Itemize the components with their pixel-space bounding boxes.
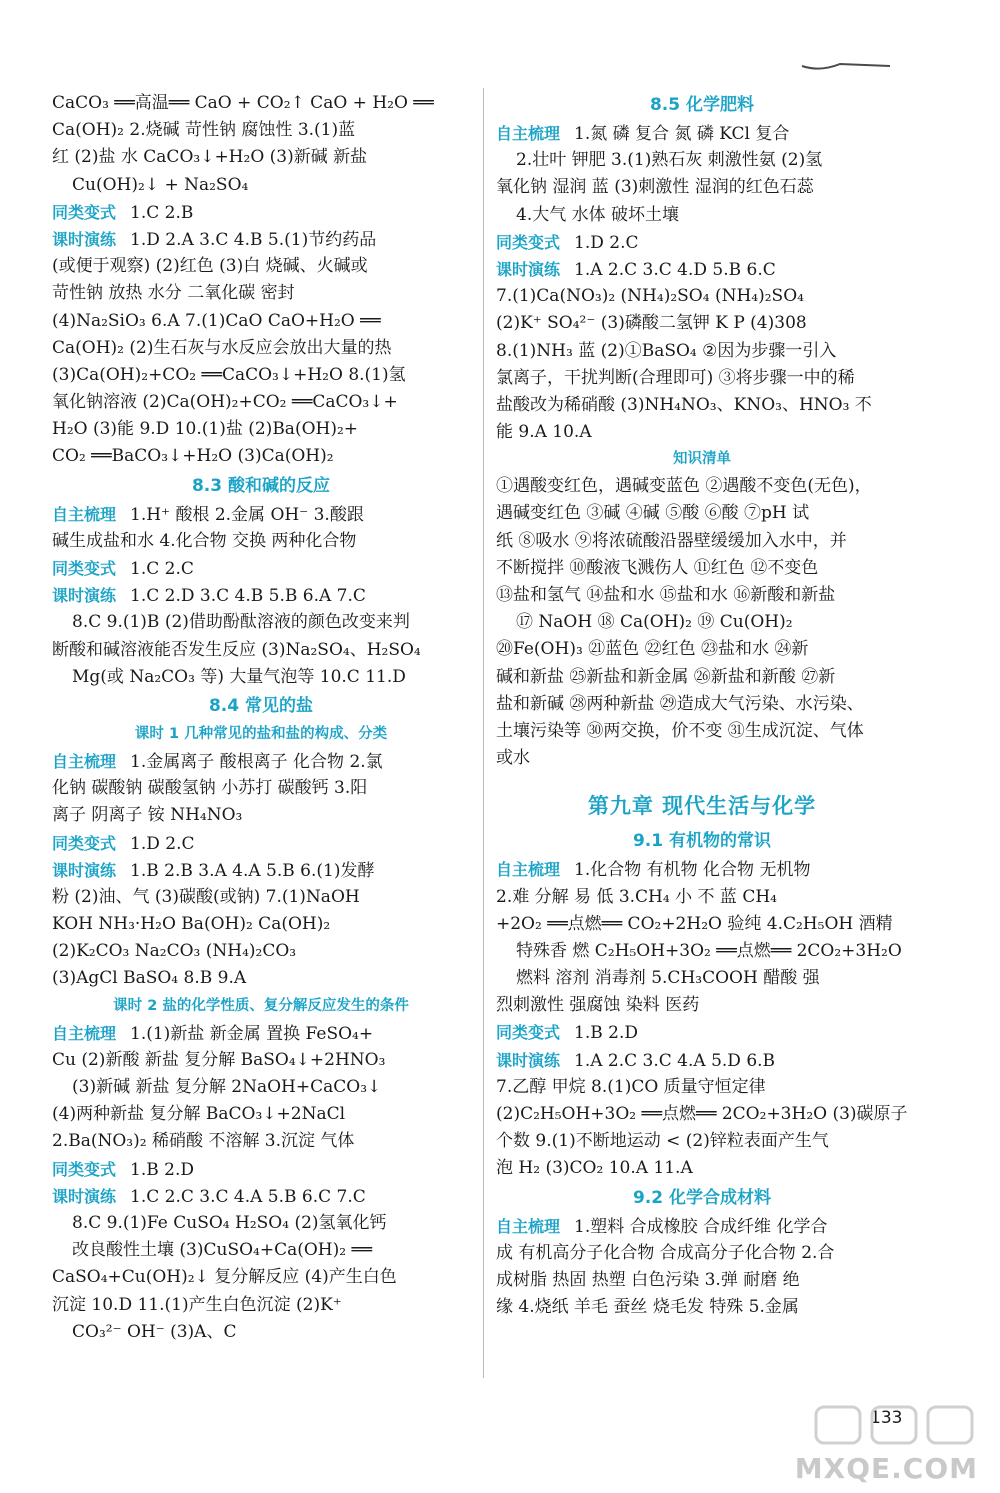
answer-text: 盐酸改为稀硝酸 (3)NH₄NO₃、KNO₃、HNO₃ 不 bbox=[496, 394, 872, 415]
answer-line bbox=[52, 117, 470, 144]
page-number: 133 bbox=[870, 1408, 903, 1428]
answer-text: CO₂ ══BaCO₃↓+H₂O (3)Ca(OH)₂ bbox=[52, 446, 334, 467]
answer-text: 1.氮 磷 复合 氮 磷 KCl 复合 bbox=[574, 124, 790, 144]
answer-line bbox=[52, 637, 470, 664]
answer-category-label: 课时演练 bbox=[52, 229, 117, 249]
answer-line bbox=[52, 144, 470, 171]
answer-text: 断酸和碱溶液能否发生反应 (3)Na₂SO₄、H₂SO₄ bbox=[52, 639, 421, 660]
answer-text: 1.D 2.A 3.C 4.B 5.(1)节约药品 bbox=[130, 229, 377, 250]
answer-text: 1.B 2.D bbox=[130, 1159, 194, 1180]
answer-line bbox=[496, 1101, 908, 1128]
answer-line bbox=[496, 500, 908, 527]
answer-category-label: 自主梳理 bbox=[496, 1216, 561, 1236]
answer-line bbox=[52, 1319, 470, 1346]
answer-line bbox=[496, 365, 908, 392]
answer-line bbox=[496, 174, 908, 201]
answer-text: (3)AgCl BaSO₄ 8.B 9.A bbox=[52, 968, 247, 989]
answer-text: 泡 H₂ (3)CO₂ 10.A 11.A bbox=[496, 1158, 693, 1179]
answer-category-label: 课时演练 bbox=[496, 1050, 561, 1070]
answer-line bbox=[52, 775, 470, 802]
answer-category-label: 自主梳理 bbox=[52, 1023, 117, 1043]
answer-category-label: 课时演练 bbox=[52, 586, 117, 606]
answer-line bbox=[52, 1183, 470, 1210]
answer-text: (或便于观察) (2)红色 (3)白 烧碱、火碱或 bbox=[52, 256, 368, 277]
answer-category-label: 自主梳理 bbox=[496, 124, 561, 143]
answer-line bbox=[52, 830, 470, 857]
answer-line bbox=[496, 473, 908, 500]
answer-line bbox=[52, 582, 470, 609]
answer-line bbox=[52, 1292, 470, 1319]
answer-line bbox=[52, 1210, 470, 1237]
answer-text: ⑳Fe(OH)₃ ㉑蓝色 ㉒红色 ㉓盐和水 ㉔新 bbox=[496, 639, 809, 660]
chapter-title: 第九章 现代生活与化学 bbox=[587, 794, 817, 819]
answer-text: 1.H⁺ 酸根 2.金属 OH⁻ 3.酸跟 bbox=[130, 504, 364, 525]
answer-text: 特殊香 燃 C₂H₅OH+3O₂ ══点燃══ 2CO₂+3H₂O bbox=[516, 940, 902, 961]
answer-line bbox=[52, 555, 470, 582]
answer-text: 7.乙醇 甲烷 8.(1)CO 质量守恒定律 bbox=[496, 1076, 766, 1097]
answer-line bbox=[496, 884, 908, 911]
answer-line bbox=[496, 1019, 908, 1046]
answer-text: 氧化钠 湿润 蓝 (3)刺激性 湿润的红色石蕊 bbox=[496, 177, 814, 198]
answer-text: Ca(OH)₂ (2)生石灰与水反应会放出大量的热 bbox=[52, 337, 392, 358]
answer-line bbox=[52, 1156, 470, 1183]
answer-text: 7.(1)Ca(NO₃)₂ (NH₄)₂SO₄ (NH₄)₂SO₄ bbox=[496, 286, 804, 307]
answer-text: 1.C 2.B bbox=[130, 202, 194, 223]
answer-text: 1.C 2.D 3.C 4.B 5.B 6.A 7.C bbox=[130, 586, 366, 607]
watermark-text: MXQE.COM bbox=[794, 1452, 978, 1485]
section-heading: 8.4 常见的盐 bbox=[208, 695, 314, 716]
sub-heading: 课时 1 几种常见的盐和盐的构成、分类 bbox=[134, 725, 388, 742]
answer-category-label: 同类变式 bbox=[52, 559, 117, 578]
answer-line bbox=[52, 253, 470, 280]
answer-line bbox=[496, 582, 908, 609]
answer-text: 成树脂 热固 热塑 白色污染 3.弹 耐磨 绝 bbox=[496, 1269, 800, 1290]
answer-line bbox=[52, 416, 470, 443]
answer-text: (2)K₂CO₃ Na₂CO₃ (NH₄)₂CO₃ bbox=[52, 941, 297, 962]
answer-line bbox=[496, 718, 908, 745]
answer-text: 土壤污染等 ㉚两交换，价不变 ㉛生成沉淀、气体 bbox=[496, 720, 864, 741]
answer-text: 盐和新碱 ㉘两种新盐 ㉙造成大气污染、水污染、 bbox=[496, 693, 864, 714]
answer-text: 1.塑料 合成橡胶 合成纤维 化学合 bbox=[574, 1216, 828, 1237]
answer-line bbox=[496, 965, 908, 992]
answer-text: Cu(OH)₂↓ + Na₂SO₄ bbox=[72, 174, 249, 195]
answer-category-label: 同类变式 bbox=[52, 202, 117, 222]
answer-line bbox=[496, 911, 908, 938]
answer-text: 1.C 2.C bbox=[130, 559, 194, 579]
answer-line bbox=[496, 992, 908, 1019]
answer-line bbox=[52, 1020, 470, 1047]
answer-line bbox=[496, 1267, 908, 1294]
answer-text: 8.(1)NH₃ 蓝 (2)①BaSO₄ ②因为步骤一引入 bbox=[496, 340, 837, 361]
section-heading: 9.2 化学合成材料 bbox=[632, 1187, 772, 1208]
answer-category-label: 自主梳理 bbox=[52, 751, 117, 771]
answer-line bbox=[496, 1213, 908, 1240]
answer-text: ⑰ NaOH ⑱ Ca(OH)₂ ⑲ Cu(OH)₂ bbox=[516, 612, 793, 633]
answer-line bbox=[52, 938, 470, 965]
column-divider bbox=[483, 88, 484, 1378]
answer-line bbox=[52, 443, 470, 470]
answer-line bbox=[52, 857, 470, 884]
answer-line bbox=[52, 528, 470, 555]
answer-text: 2.难 分解 易 低 3.CH₄ 小 不 蓝 CH₄ bbox=[496, 886, 777, 907]
answer-text: 燃料 溶剂 消毒剂 5.CH₃COOH 醋酸 强 bbox=[516, 968, 820, 989]
answer-line bbox=[52, 1264, 470, 1291]
answer-text: H₂O (3)能 9.D 10.(1)盐 (2)Ba(OH)₂+ bbox=[52, 419, 359, 440]
answer-line bbox=[52, 1047, 470, 1074]
answer-text: 纸 ⑧吸水 ⑨将浓硫酸沿器壁缓缓加入水中，并 bbox=[496, 530, 847, 551]
answer-text: CaCO₃ ══高温══ CaO + CO₂↑ CaO + H₂O ══ bbox=[52, 93, 434, 113]
answer-line bbox=[496, 1240, 908, 1267]
answer-text: 8.C 9.(1)Fe CuSO₄ H₂SO₄ (2)氢氧化钙 bbox=[72, 1212, 387, 1233]
answer-text: 4.大气 水体 破坏土壤 bbox=[516, 204, 680, 225]
answer-line bbox=[52, 609, 470, 636]
answer-line bbox=[496, 147, 908, 174]
answer-category-label: 同类变式 bbox=[52, 1159, 117, 1179]
answer-category-label: 课时演练 bbox=[52, 1186, 117, 1206]
answer-line bbox=[52, 362, 470, 389]
answer-text: Ca(OH)₂ 2.烧碱 苛性钠 腐蚀性 3.(1)蓝 bbox=[52, 120, 356, 141]
answer-line bbox=[496, 636, 908, 663]
answer-text: 1.(1)新盐 新金属 置换 FeSO₄+ bbox=[130, 1023, 374, 1044]
answer-line bbox=[496, 229, 908, 256]
answer-line bbox=[496, 528, 908, 555]
answer-text: CaSO₄+Cu(OH)₂↓ 复分解反应 (4)产生白色 bbox=[52, 1267, 397, 1288]
answer-line bbox=[52, 308, 470, 335]
answer-line bbox=[496, 338, 908, 365]
answer-category-label: 同类变式 bbox=[496, 232, 561, 252]
answer-category-label: 同类变式 bbox=[52, 833, 117, 853]
answer-text: 碱生成盐和水 4.化合物 交换 两种化合物 bbox=[52, 530, 357, 551]
answer-line bbox=[52, 802, 470, 829]
answer-text: 2.Ba(NO₃)₂ 稀硝酸 不溶解 3.沉淀 气体 bbox=[52, 1131, 355, 1152]
answer-line bbox=[496, 419, 908, 446]
answer-text: 氧化钠溶液 (2)Ca(OH)₂+CO₂ ══CaCO₃↓+ bbox=[52, 392, 398, 413]
answer-text: (3)Ca(OH)₂+CO₂ ══CaCO₃↓+H₂O 8.(1)氢 bbox=[52, 364, 406, 385]
answer-text: 8.C 9.(1)B (2)借助酚酞溶液的颜色改变来判 bbox=[72, 612, 410, 633]
answer-line bbox=[52, 199, 470, 226]
answer-line bbox=[52, 172, 470, 199]
answer-text: 1.B 2.D bbox=[574, 1023, 638, 1044]
answer-line bbox=[496, 691, 908, 718]
answer-line bbox=[496, 938, 908, 965]
answer-line bbox=[496, 555, 908, 582]
answer-category-label: 课时演练 bbox=[52, 860, 117, 880]
answer-line bbox=[52, 664, 470, 691]
answer-line bbox=[52, 389, 470, 416]
answer-line bbox=[52, 748, 470, 775]
answer-text: 沉淀 10.D 11.(1)产生白色沉淀 (2)K⁺ bbox=[52, 1294, 342, 1315]
answer-category-label: 课时演练 bbox=[496, 259, 561, 279]
answer-text: Cu (2)新酸 新盐 复分解 BaSO₄↓+2HNO₃ bbox=[52, 1049, 386, 1070]
answer-line bbox=[496, 310, 908, 337]
answer-line bbox=[52, 911, 470, 938]
answer-text: CO₃²⁻ OH⁻ (3)A、C bbox=[72, 1321, 237, 1342]
answer-text: 离子 阴离子 铵 NH₄NO₃ bbox=[52, 805, 243, 826]
answer-line bbox=[52, 501, 470, 528]
answer-text: 烈刺激性 强腐蚀 染料 医药 bbox=[496, 995, 700, 1016]
answer-text: 1.B 2.B 3.A 4.A 5.B 6.(1)发酵 bbox=[130, 860, 375, 881]
answer-line bbox=[496, 1128, 908, 1155]
answer-text: 1.化合物 有机物 化合物 无机物 bbox=[574, 860, 811, 881]
answer-text: 个数 9.(1)不断地运动 < (2)锌粒表面产生气 bbox=[496, 1131, 829, 1152]
answer-line bbox=[52, 1237, 470, 1264]
section-heading: 9.1 有机物的常识 bbox=[632, 831, 772, 852]
answer-line bbox=[52, 1128, 470, 1155]
answer-line bbox=[496, 1155, 908, 1182]
answer-line bbox=[496, 120, 908, 147]
answer-text: 成 有机高分子化合物 合成高分子化合物 2.合 bbox=[496, 1242, 835, 1263]
answer-text: 氯离子，干扰判断(合理即可) ③将步骤一中的稀 bbox=[496, 367, 855, 388]
sub-heading: 课时 2 盐的化学性质、复分解反应发生的条件 bbox=[113, 997, 409, 1014]
answer-category-label: 自主梳理 bbox=[52, 504, 117, 524]
answer-line bbox=[496, 745, 908, 772]
answer-line bbox=[52, 335, 470, 362]
answer-category-label: 自主梳理 bbox=[496, 860, 561, 880]
answer-text: +2O₂ ══点燃══ CO₂+2H₂O 验纯 4.C₂H₅OH 酒精 bbox=[496, 913, 893, 934]
answer-text: (2)C₂H₅OH+3O₂ ══点燃══ 2CO₂+3H₂O (3)碳原子 bbox=[496, 1104, 908, 1124]
answer-line bbox=[496, 283, 908, 310]
answer-text: (4)两种新盐 复分解 BaCO₃↓+2NaCl bbox=[52, 1104, 346, 1125]
answer-category-label: 同类变式 bbox=[496, 1023, 561, 1043]
answer-line bbox=[52, 965, 470, 992]
answer-text: 缘 4.烧纸 羊毛 蚕丝 烧毛发 特殊 5.金属 bbox=[496, 1297, 799, 1318]
answer-text: 苛性钠 放热 水分 二氧化碳 密封 bbox=[52, 283, 295, 304]
answer-text: 1.A 2.C 3.C 4.D 5.B 6.C bbox=[574, 259, 776, 280]
answer-line bbox=[496, 392, 908, 419]
answer-text: 化钠 碳酸钠 碳酸氢钠 小苏打 碳酸钙 3.阳 bbox=[52, 778, 368, 799]
answer-text: (4)Na₂SiO₃ 6.A 7.(1)CaO CaO+H₂O ══ bbox=[52, 310, 381, 331]
answer-text: 或水 bbox=[496, 748, 530, 769]
corner-decoration-icon bbox=[800, 52, 890, 76]
answer-text: Mg(或 Na₂CO₃ 等) 大量气泡等 10.C 11.D bbox=[72, 666, 406, 687]
answer-line bbox=[496, 202, 908, 229]
answer-text: KOH NH₃·H₂O Ba(OH)₂ Ca(OH)₂ bbox=[52, 914, 331, 935]
answer-line bbox=[52, 226, 470, 253]
left-column bbox=[52, 90, 470, 1346]
answer-text: 1.金属离子 酸根离子 化合物 2.氯 bbox=[130, 751, 383, 772]
answer-text: 2.壮叶 钾肥 3.(1)熟石灰 刺激性氨 (2)氢 bbox=[516, 150, 823, 171]
answer-text: 1.C 2.C 3.C 4.A 5.B 6.C 7.C bbox=[130, 1186, 366, 1207]
answer-text: 能 9.A 10.A bbox=[496, 422, 592, 443]
right-column bbox=[496, 90, 908, 1321]
answer-line bbox=[496, 1074, 908, 1101]
sub-heading: 知识清单 bbox=[673, 451, 731, 468]
section-heading: 8.3 酸和碱的反应 bbox=[191, 475, 331, 496]
answer-text: (3)新碱 新盐 复分解 2NaOH+CaCO₃↓ bbox=[72, 1077, 382, 1097]
answer-line bbox=[496, 856, 908, 883]
answer-line bbox=[52, 90, 470, 117]
answer-line bbox=[496, 1047, 908, 1074]
answer-text: 碱和新盐 ㉕新盐和新金属 ㉖新盐和新酸 ㉗新 bbox=[496, 666, 836, 687]
answer-text: ①遇酸变红色，遇碱变蓝色 ②遇酸不变色(无色)， bbox=[496, 476, 872, 497]
answer-text: 红 (2)盐 水 CaCO₃↓+H₂O (3)新碱 新盐 bbox=[52, 147, 368, 168]
answer-text: 不断搅拌 ⑩酸液飞溅伤人 ⑪红色 ⑫不变色 bbox=[496, 557, 819, 578]
answer-line bbox=[52, 280, 470, 307]
answer-text: 1.A 2.C 3.C 4.A 5.D 6.B bbox=[574, 1050, 776, 1071]
answer-line bbox=[496, 1294, 908, 1321]
answer-text: ⑬盐和氢气 ⑭盐和水 ⑮盐和水 ⑯新酸和新盐 bbox=[496, 585, 836, 605]
answer-text: (2)K⁺ SO₄²⁻ (3)磷酸二氢钾 K P (4)308 bbox=[496, 313, 807, 334]
answer-text: 1.D 2.C bbox=[574, 232, 639, 253]
section-heading: 8.5 化学肥料 bbox=[649, 95, 755, 115]
answer-line bbox=[496, 664, 908, 691]
answer-line bbox=[52, 1074, 470, 1101]
answer-line bbox=[496, 256, 908, 283]
answer-line bbox=[52, 884, 470, 911]
answer-line bbox=[496, 609, 908, 636]
answer-text: 粉 (2)油、气 (3)碳酸(或钠) 7.(1)NaOH bbox=[52, 886, 360, 907]
answer-line bbox=[52, 1101, 470, 1128]
answer-text: 改良酸性土壤 (3)CuSO₄+Ca(OH)₂ ══ bbox=[72, 1240, 372, 1261]
answer-text: 遇碱变红色 ③碱 ④碱 ⑤酸 ⑥酸 ⑦pH 试 bbox=[496, 503, 810, 524]
answer-text: 1.D 2.C bbox=[130, 833, 195, 854]
